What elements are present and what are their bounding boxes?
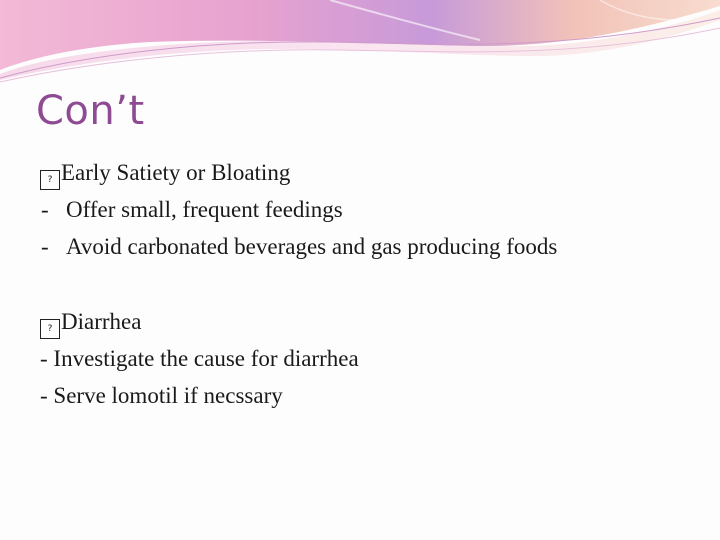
list-item [40,344,700,381]
missing-glyph-bullet-icon: ? [40,319,60,339]
heading-text: Early Satiety or Bloating [61,160,291,185]
item-text: Serve lomotil if necssary [53,383,283,408]
slide-body [40,158,700,418]
list-item [40,195,700,232]
section-heading [40,307,700,344]
heading-text: Diarrhea [61,309,142,334]
list-item [40,381,700,418]
item-text: Offer small, frequent feedings [66,197,343,222]
missing-glyph-bullet-icon: ? [40,170,60,190]
dash-marker: - [40,383,48,408]
item-text: Avoid carbonated beverages and gas producing foods [66,234,558,259]
section-heading [40,158,700,195]
item-text: Investigate the cause for diarrhea [53,346,359,371]
list-item [40,232,700,269]
decorative-header-banner [0,0,720,90]
section-spacer [40,269,700,307]
slide-title: Con’t [36,88,145,134]
dash-marker: - [41,234,49,259]
dash-marker: - [40,346,48,371]
dash-marker: - [41,197,49,222]
